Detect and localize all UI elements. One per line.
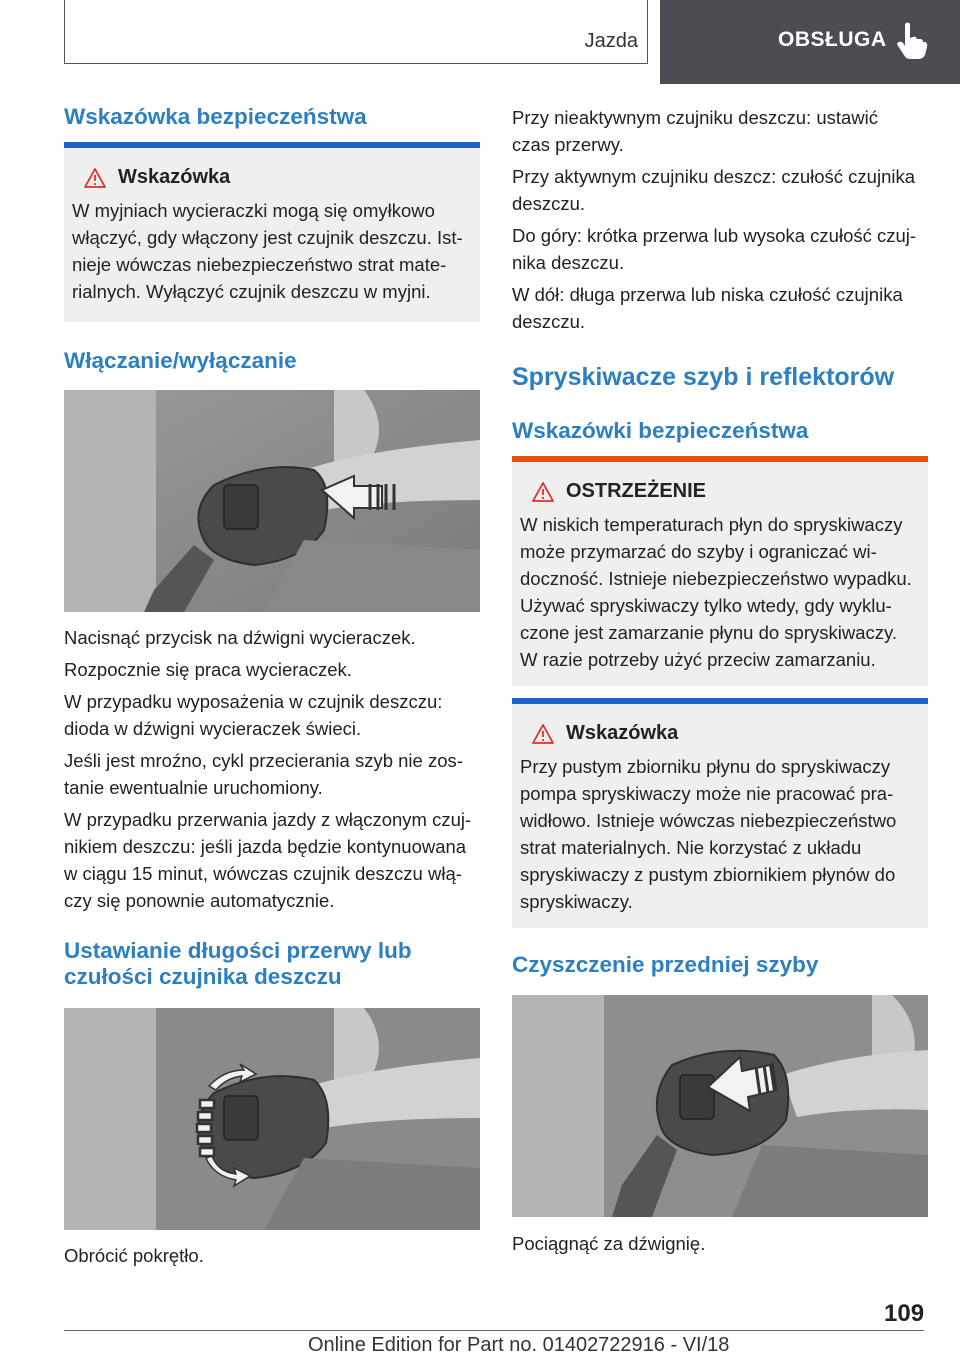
body-text: Przy aktywnym czujniku deszcz: czułość czujnika xyxy=(512,166,916,187)
section-heading-interval xyxy=(64,938,412,990)
page-number: 109 xyxy=(884,1300,925,1327)
section-heading-safety: Wskazówka bezpieczeństwa xyxy=(64,104,367,129)
hint-title-row xyxy=(84,166,472,189)
hint-line: strat materialnych. Nie korzystać z układu xyxy=(520,837,862,858)
body-text: dioda w dźwigni wycieraczek świeci. xyxy=(64,718,362,739)
body-text: czy się ponownie automatycznie. xyxy=(64,890,335,911)
body-text: deszczu. xyxy=(512,311,586,332)
warning-box-freezing xyxy=(512,456,928,686)
warning-triangle-icon xyxy=(532,724,554,744)
body-text: w ciągu 15 minut, wówczas czujnik deszczu włą- xyxy=(64,863,462,884)
heading-line: czułości czujnika deszczu xyxy=(64,964,342,989)
warning-line: W niskich temperaturach płyn do spryskiwaczy xyxy=(520,514,903,535)
body-text: W przypadku przerwania jazdy z włączonym czuj- xyxy=(64,809,472,830)
hint-line: nieje wówczas niebezpieczeństwo strat mate- xyxy=(72,254,447,275)
warning-line: może przymarzać do szyby i ograniczać wi- xyxy=(520,541,877,562)
warning-title: OSTRZEŻENIE xyxy=(566,480,707,502)
body-text: deszczu. xyxy=(512,193,586,214)
image-caption: Obrócić pokrętło. xyxy=(64,1245,204,1266)
section-heading-washers: Spryskiwacze szyb i reflektorów xyxy=(512,363,895,391)
body-text: Rozpocznie się praca wycieraczek. xyxy=(64,659,352,680)
warning-title-row xyxy=(532,480,920,503)
warning-line: W razie potrzeby użyć przeciw zamarzaniu. xyxy=(520,649,876,670)
body-text: czas przerwy. xyxy=(512,134,624,155)
pointing-hand-icon xyxy=(895,20,929,60)
hint-line: Przy pustym zbiorniku płynu do spryskiwaczy xyxy=(520,756,891,777)
hint-line: rialnych. Wyłączyć czujnik deszczu w myjni. xyxy=(72,281,431,302)
warning-triangle-icon xyxy=(84,168,106,188)
warning-line: czone jest zamarzanie płynu do spryskiwaczy. xyxy=(520,622,898,643)
body-text: Przy nieaktywnym czujniku deszczu: ustawić xyxy=(512,107,879,128)
hint-line: spryskiwaczy. xyxy=(520,891,633,912)
hint-box-car-wash xyxy=(64,142,480,322)
hint-body xyxy=(520,753,920,915)
image-caption: Pociągnąć za dźwignię. xyxy=(512,1233,706,1254)
hint-title-row xyxy=(532,722,920,745)
hint-box-empty-reservoir xyxy=(512,698,928,928)
heading-line: Ustawianie długości przerwy lub xyxy=(64,938,412,963)
hint-line: W myjniach wycieraczki mogą się omyłkowo xyxy=(72,200,435,221)
warning-triangle-icon xyxy=(532,482,554,502)
hint-line: włączyć, gdy włączony jest czujnik deszczu. Ist- xyxy=(72,227,463,248)
body-text: W dół: długa przerwa lub niska czułość czujnika xyxy=(512,284,903,305)
body-text: Jeśli jest mroźno, cykl przecierania szyb nie zos- xyxy=(64,750,463,771)
section-heading-windshield: Czyszczenie przedniej szyby xyxy=(512,952,819,977)
warning-line: doczność. Istnieje niebezpieczeństwo wypadku. xyxy=(520,568,912,589)
hint-line: pompa spryskiwaczy może nie pracować pra- xyxy=(520,783,894,804)
header-tab-label: OBSŁUGA xyxy=(778,28,887,51)
section-heading-on-off: Włączanie/wyłączanie xyxy=(64,348,297,373)
header-frame xyxy=(64,0,648,64)
warning-line: Używać spryskiwaczy tylko wtedy, gdy wyklu- xyxy=(520,595,892,616)
hint-line: spryskiwaczy z pustym zbiornikiem płynów do xyxy=(520,864,896,885)
body-text: nikiem deszczu: jeśli jazda będzie kontynuowana xyxy=(64,836,467,857)
hint-line: widłowo. Istnieje wówczas niebezpieczeństwo xyxy=(520,810,897,831)
hint-title: Wskazówka xyxy=(566,722,679,744)
header-section-label: Jazda xyxy=(584,30,638,52)
body-text: tanie ewentualnie uruchomiony. xyxy=(64,777,323,798)
hint-title: Wskazówka xyxy=(118,166,231,188)
wiper-lever-rotate-image xyxy=(64,1008,480,1230)
hint-body xyxy=(72,197,472,305)
wiper-lever-pull-image xyxy=(512,995,928,1217)
header-tab[interactable] xyxy=(660,0,960,84)
body-text: Nacisnąć przycisk na dźwigni wycieraczek. xyxy=(64,627,416,648)
body-text: W przypadku wyposażenia w czujnik deszczu: xyxy=(64,691,443,712)
footer-edition: Online Edition for Part no. 01402722916 - VI/18 xyxy=(308,1334,730,1356)
section-heading-washer-safety: Wskazówki bezpieczeństwa xyxy=(512,418,809,443)
body-text: Do góry: krótka przerwa lub wysoka czułość czuj- xyxy=(512,225,917,246)
footer-rule xyxy=(64,1330,924,1331)
body-text: nika deszczu. xyxy=(512,252,625,273)
wiper-lever-press-image xyxy=(64,390,480,612)
warning-body xyxy=(520,511,920,673)
